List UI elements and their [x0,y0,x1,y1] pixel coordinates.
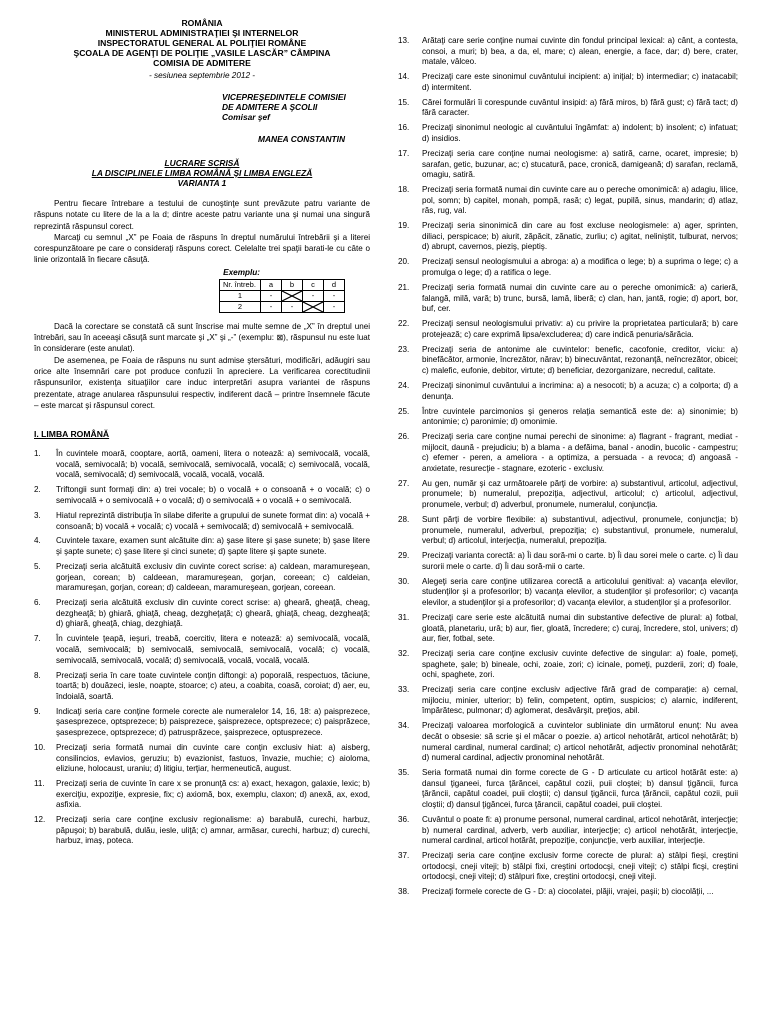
institution-header [34,18,370,68]
table-cell: - [324,301,345,312]
question-number: 24. [398,380,410,390]
question-text: Cuvântul o poate fi: a) pronume personal, numeral cardinal, articol nehotărât, interjecţie; b) numeral cardinal, adverb, verb auxiliar, interjecţie; c) articol nehotărât, interjecţie, numeral cardinal, articol hotărât, prepoziţie, conjuncţie, verb auxiliar, interjecţie. [422,814,738,846]
question-text: Hiatul reprezintă distribuţia în silabe diferite a grupului de sunete format din: a) vocală + consoană; b) vocală + vocală; c) vocală + semivocală; d) semivocală + semivocală. [56,510,370,531]
question-text: Precizaţi seria care conţine exclusiv adjective fără grad de comparaţie: a) cernal, mijlociu, minier, ulterior; b) felin, competent, optim, suspicios; c) alarnic, indiferent, împărătesc, pulmonar; d) aglomerat, desăvârşit, preţios, abil. [422,685,738,716]
paper-title: LUCRARE SCRISĂ [164,158,240,168]
example-label: Exemplu: [223,267,260,277]
question-number: 30. [398,576,410,586]
question-text: Precizaţi varianta corectă: a) Îi dau soră-mi o carte. b) Îi dau sorei mele o carte. c) Îi dau surorii mele o carte. d) Îi dau soră-mii o carte. [422,551,738,571]
question-number: 27. [398,478,410,488]
question-number: 1. [34,449,41,459]
example-table-row [220,290,345,301]
question-text: Precizaţi seria care conţine numai neologisme: a) satiră, carne, ocaret, impresie; b) sarafan, getic, buzunar, ac; c) stucatură, pace, cronică, damigeană; d) sarafan, reclamă, omagiu, satiră. [422,148,738,180]
table-header-cell: a [261,279,282,290]
question-item [398,221,738,253]
header-line: INSPECTORATUL GENERAL AL POLIŢIEI ROMÂNE [97,38,307,48]
question-text: Între cuvintele parcimonios şi generos relaţia semantică este de: a) sinonimie; b) antonimie; c) paronimie; d) omonimie. [422,406,738,427]
question-text: Precizaţi seria sinonimică din care au fost excluse neologismele: a) ager, sprinten, diliaci, perspicace; b) aiurit, zăpăcit, zănatic, zurliu; c) agitat, neliniştit, tulburat, nervos; d) abrupt, cavernos, pieziş, pieptiş. [422,221,738,252]
question-item [34,779,370,811]
question-item [34,598,370,630]
question-number: 6. [34,598,41,608]
question-list-left [34,449,370,847]
question-item [34,671,370,703]
question-text: Sunt părţi de vorbire flexibile: a) substantivul, adjectivul, pronumele, conjuncţia; b) pronumele, numeralul, adverbul, prepoziţia; c) substantivul, pronumele, numeralul, verbul; d) articolul, interjecţia, numeralul, prepoziţia. [422,515,738,546]
instruction-paragraph: De asemenea, pe Foaia de răspuns nu sunt admise ştersături, modificări, adăugiri sau orice alte însemnări care pot produce confuzii în apreciere. La verificarea corectitudinii răspunsurilor, existenţa situaţiilor care induc interpretări asupra variantei de răspuns prezentate, atrage anularea răspunsului respectiv, indiferent dacă – printre însemnele făcute – este marcat şi răspunsul corect. [34,355,370,410]
question-number: 17. [398,148,410,158]
question-item [34,536,370,557]
question-item [34,511,370,532]
question-number: 23. [398,344,410,354]
question-text: Arătaţi care serie conţine numai cuvinte din fondul principal lexical: a) cânt, a contesta, consoi, a muri; b) bea, a da, el, mare; c) alean, energie, a face, dar; d) bere, crater, matale, vâlceo. [422,36,738,67]
session-label: - sesiunea septembrie 2012 - [148,71,256,80]
question-number: 38. [398,887,410,897]
question-item [398,98,738,119]
question-number: 31. [398,612,410,622]
question-number: 7. [34,634,41,644]
question-text: Precizaţi sinonimul cuvântului a incrimina: a) a nesocoti; b) a acuza; c) a colporta; d) a denunţa. [422,380,738,401]
example-table-header [220,279,345,290]
question-text: Precizaţi seria care conţine exclusiv forme corecte de plural: a) stâlpi fieşi, creştini ortodocşi, cneji viteji; b) stâlpi fixi, creştini ortodocşi, cneji viteji; c) stâlpi ficşi, creştini ortodocşi, cneji viteji; d) stâlpuri fixe, creştini ortodocşi, cneji viteji. [422,851,738,882]
question-number: 4. [34,536,41,546]
x-mark-cell [303,301,324,312]
question-number: 5. [34,562,41,572]
question-item [398,768,738,810]
question-item [398,613,738,645]
question-item [398,887,738,898]
vice-line: DE ADMITERE A ŞCOLII [222,102,318,112]
question-text: Precizaţi seria formată numai din cuvinte care au o pereche omonimică: a) adagiu, lilice, pol, somn; b) capitel, monah, pompă, rasă; c) legat, pupilă, sinus, mandarin; d) atlaz, răs, rug, val. [422,185,738,216]
question-item [398,432,738,474]
question-number: 20. [398,257,410,267]
instruction-paragraph: Dacă la corectare se constată că sunt înscrise mai multe semne de „X” în dreptul unei întrebări, sau în aceeaşi căsuţă sunt marcate şi „X” şi „-” (exemplu: ⊠), răspunsul nu este luat în considerare (este anulat). [34,321,370,354]
question-text: Precizaţi sensul neologismului a abroga: a) a modifica o lege; b) a suprima o lege; c) a promulga o lege; d) a ratifica o lege. [422,257,738,278]
question-text: Precizaţi seria de cuvinte în care x se pronunţă cs: a) exact, hexagon, galaxie, lexic; b) exerciţiu, expoziţie, expresie, fix; c) axiomă, box, exemplu, claxon; d) anexă, ax, exod, asfixia. [56,779,370,810]
table-header-cell: d [324,279,345,290]
question-item [398,649,738,681]
question-text: Precizaţi seria de antonime ale cuvintelor: benefic, cacofonie, creditor, viciu: a) binefăcător, armonie, încrezător, nărav; b) binecuvântat, rezonanţă, neîncrezător, obicei; c) malefic, eufonie, debitor, virtute; d) beneficiar, dezorganizare, necredul, calitate. [422,344,738,375]
question-item [398,815,738,847]
question-number: 25. [398,406,410,416]
vice-line: Comisar şef [222,112,270,122]
question-text: Precizaţi seria alcătuită exclusiv din cuvinte corect scrise: a) caldean, maramureşean, gorjean, corean; b) caldeean, maramureşean, gorjan, coreean; c) caldeian, maramureşan, gorjan, corean; d) caldeean, maramureşean, gorjean, coreean. [56,562,370,593]
question-item [398,685,738,717]
question-number: 36. [398,814,410,824]
question-number: 21. [398,283,410,292]
header-line: COMISIA DE ADMITERE [153,58,251,68]
header-line: MINISTERUL ADMINISTRAŢIEI ŞI INTERNELOR [105,28,299,38]
question-text: Precizaţi sensul neologismului privativ: a) cu privire la proprietatea particulară; b) care protejează; c) care exprimă lipsa/excluderea; d) care indică penuria/sărăcia. [422,319,738,339]
table-cell: 1 [220,290,261,301]
question-item [34,634,370,666]
question-text: Precizaţi formele corecte de G - D: a) ciocolatei, plăjii, vrajei, paşii; b) ciocolăţii, ... [422,887,714,897]
question-item [398,149,738,181]
question-item [34,562,370,594]
question-item [34,449,370,481]
question-number: 18. [398,185,410,195]
question-item [398,345,738,377]
vice-line: VICEPREŞEDINTELE COMISIEI [222,92,346,102]
vice-president-block [222,92,370,122]
question-text: Precizaţi care este sinonimul cuvântului incipient: a) iniţial; b) intermediar; c) inatacabil; d) intermitent. [422,72,738,92]
question-text: Precizaţi care serie este alcătuită numai din substantive defective de plural: a) fotbal, gloată, planetariu, urâ; b) aur, fier, gloată, încredere; c) curaj, încredere, stol, univers; d) aur, fier, fotbal, sete. [422,612,738,644]
question-text: Precizaţi seria alcătuită exclusiv din cuvinte corect scrise: a) gheară, gheaţă, cheag, dezgheaţă; b) ghiară, ghiaţă, cheag, dezgheţaţă; c) gheară, ghiaţă, cheag, dezgheaţă; d) ghiară, gheaţă, chiag, dezghiaţă. [56,598,370,629]
question-item [398,185,738,217]
question-number: 37. [398,851,410,861]
question-number: 26. [398,432,410,442]
question-number: 33. [398,685,410,695]
paper-variant: VARIANTA 1 [177,178,227,188]
table-cell: - [282,301,303,312]
question-item [398,381,738,402]
signer-name: MANEA CONSTANTIN [258,134,345,144]
paper-title-block [34,158,370,188]
question-number: 15. [398,97,410,107]
question-text: Precizaţi seria care conţine exclusiv cuvinte defective de singular: a) foale, pomeţi, spaghete, şale; b) bineale, ochi, zoaie, zori; c) icinale, pomeţi, puzderii, zori; d) foale, ochi, spaghete, zori. [422,649,738,680]
question-number: 34. [398,721,410,731]
question-item [398,72,738,93]
table-cell: - [261,301,282,312]
right-column [398,36,738,902]
question-item [398,551,738,572]
question-text: Precizaţi seria care conţine exclusiv regionalisme: a) barabulă, curechi, harbuz, păpuşoi; b) barabulă, dulău, iesle, uliţă; c) amnar, armăsar, curechi, harbuz; d) curechi, harbuz, imaş, poteca. [56,815,370,846]
question-item [398,283,738,315]
question-item [398,257,738,278]
question-item [398,407,738,428]
table-header-cell: b [282,279,303,290]
question-text: În cuvintele moară, cooptare, aortă, oameni, litera o notează: a) semivocală, vocală, vocală, semivocală; b) vocală, semivocală, semivocală, vocală; c) semivocală, vocală, vocală, semivocală; d) semivocală, vocală, vocală, vocală. [56,449,370,480]
question-text: În cuvintele ţeapă, ieşuri, treabă, coercitiv, litera e notează: a) semivocală, vocală, vocală, semivocală; b) semivocală, semivocală, semivocală, vocală; c) vocală, semivocală, semivocală, vocală; d) semivocală, vocală, vocală, vocală. [56,634,370,665]
question-number: 3. [34,510,41,520]
header-line: ROMÂNIA [181,18,223,28]
question-text: Cuvintele taxare, examen sunt alcătuite din: a) şase litere şi şase sunete; b) şase litere şi şapte sunete; c) şase litere şi cinci sunete; d) şapte litere şi şapte sunete. [56,536,370,557]
x-mark-icon [282,291,302,301]
question-item [34,743,370,775]
question-text: Triftongii sunt formaţi din: a) trei vocale; b) o vocală + o consoană + o vocală; c) o semivocală + o semivocală + o vocală; d) o semivocală + o vocală + o semivocală. [56,485,370,505]
instruction-paragraph: Marcaţi cu semnul „X” pe Foaia de răspuns în dreptul numărului întrebării şi a literei corespunzătoare pe care o consideraţi răspuns corect. Celelalte trei spaţii barati-le cu câte o linie orizontală în fiecare căsuţă. [34,232,370,265]
question-number: 14. [398,72,410,82]
question-number: 9. [34,706,41,716]
question-item [34,485,370,506]
question-text: Cărei formulări îi corespunde cuvântul insipid: a) fără miros, b) fără gust; c) fără tact; d) fără caracter. [422,97,738,118]
example-table [219,279,345,313]
table-cell: - [261,290,282,301]
question-item [398,123,738,144]
table-cell: 2 [220,301,261,312]
question-number: 32. [398,649,410,659]
question-number: 8. [34,670,41,680]
question-item [398,479,738,511]
question-item [34,815,370,847]
question-number: 13. [398,36,410,45]
question-list-right [398,36,738,898]
question-number: 29. [398,551,410,561]
question-item [398,515,738,547]
header-line: ŞCOALA DE AGENŢI DE POLIŢIE „VASILE LASCĂR” CÂMPINA [73,48,331,58]
question-text: Precizaţi valoarea morfologică a cuvintelor subliniate din următorul enunţ: Nu avea decât o obsesie: să scrie şi el măcar o poezie. a) articol nehotărât, articol nehotărât; b) numeral cardinal, numeral cardinal; c) articol nehotărât, adjectiv pronominal nehotărât; d) numeral cardinal, adjectiv pronominal nehotărât. [422,721,738,763]
question-text: Seria formată numai din forme corecte de G - D articulate cu articol hotărât este: a) dansul ţiganeei, furca ţărăncei, capătul cozii, puii cloştei; b) dansul ţigăncii, furca ţărăncii, capătul coadei, puii cloştii; c) dansul ţigăncii, furca ţărăncii, capătul cozii, puii cloştii; d) dansul ţigăncei, furca ţărancii, capătul coadei, puii cloştei. [422,768,738,809]
question-item [398,851,738,883]
question-number: 19. [398,221,410,231]
x-mark-icon [303,302,323,312]
table-header-cell: c [303,279,324,290]
question-item [398,721,738,763]
question-number: 16. [398,123,410,133]
question-item [398,319,738,340]
question-text: Au gen, număr şi caz următoarele părţi de vorbire: a) substantivul, articolul, adjectivul, pronumele; b) numeralul, prepoziţia, adjectivul, articolul; c) articolul, adjectivul, pronumele, verbul; d) adverbul, pronumele, numeralul, conjuncţia. [422,478,738,510]
x-mark-cell [282,290,303,301]
question-text: Precizaţi seria în care toate cuvintele conţin diftongi: a) poporală, respectuos, tăciune, toartă; b) douăzeci, iesle, noapte, stoarce; c) ateu, a coabita, coasă, coroiat; d) aer, eu, îndoială, soartă. [56,670,370,701]
instruction-paragraph: Pentru fiecare întrebare a testului de cunoştinţe sunt prevăzute patru variante de răspuns notate cu litere de la a la d; dintre aceste patru variante una şi numai una singură reprezintă răspunsul corect. [34,199,370,231]
paper-subject: LA DISCIPLINELE LIMBA ROMÂNĂ ŞI LIMBA ENGLEZĂ [91,168,313,178]
section-title: I. LIMBA ROMÂNĂ [34,429,110,440]
question-number: 12. [34,815,46,825]
question-text: Precizaţi seria formată numai din cuvinte care conţin exclusiv hiat: a) aisberg, consilincios, evlavios, geruziu; b) evazionist, fastuos, învazie, muchie; c) aioloma, eliziune, holocaust, uraniu; d) litigiu, terţiar, hermeneutică, august. [56,742,370,774]
question-text: Indicaţi seria care conţine formele corecte ale numeralelor 14, 16, 18: a) paisprezece, şasesprezece, optsprezece; b) paisprezece, şaisprezece, optsprezece; c) paisprăzece, şasesprezece, optsprezece; d) patrusprăzece, şaisprezece, optusprezece. [56,706,370,737]
question-number: 22. [398,319,410,329]
question-text: Alegeţi seria care conţine utilizarea corectă a articolului genitival: a) vacanţa elevilor, studenţilor şi a profesorilor; b) vacanţa elevilor, a studenţilor şi profesorilor; c) vacanţa elevilor, a studenţilor şi a profesorilor; d) vacanţa elevilor, a studenţilor şi a profesorilor. [422,576,738,607]
question-number: 2. [34,485,41,495]
question-item [398,577,738,609]
left-column [34,18,370,851]
table-cell: - [303,290,324,301]
question-number: 10. [34,742,46,752]
question-item [34,707,370,739]
question-number: 35. [398,768,410,778]
question-text: Precizaţi sinonimul neologic al cuvântului îngâmfat: a) indolent; b) insolent; c) infatuat; d) insidios. [422,123,738,143]
question-number: 11. [34,779,45,789]
question-number: 28. [398,515,410,525]
question-text: Precizaţi seria care conţine numai perechi de sinonime: a) flagrant - fragrant, mediat - mijlocit, daună - prejudiciu; b) a blama - a defăima, banal - anodin, bucolic - campestru; c) efemer - peren, a ameliora - a optimiza, a persuada - a revoca; d) angoasă - anxietate, resurecţie - stagnare, ezoteric - exclusiv. [422,432,738,473]
table-header-cell: Nr. întreb. [220,279,261,290]
question-item [398,36,738,68]
question-text: Precizaţi seria formată numai din cuvinte care au o pereche omonimică: a) carieră, falangă, milă, vară; b) trunc, bursă, lamă, liberă; c) clan, han, jantă, rogie; d) aport, bor, buf, cer. [422,283,738,314]
example-table-row [220,301,345,312]
table-cell: - [324,290,345,301]
